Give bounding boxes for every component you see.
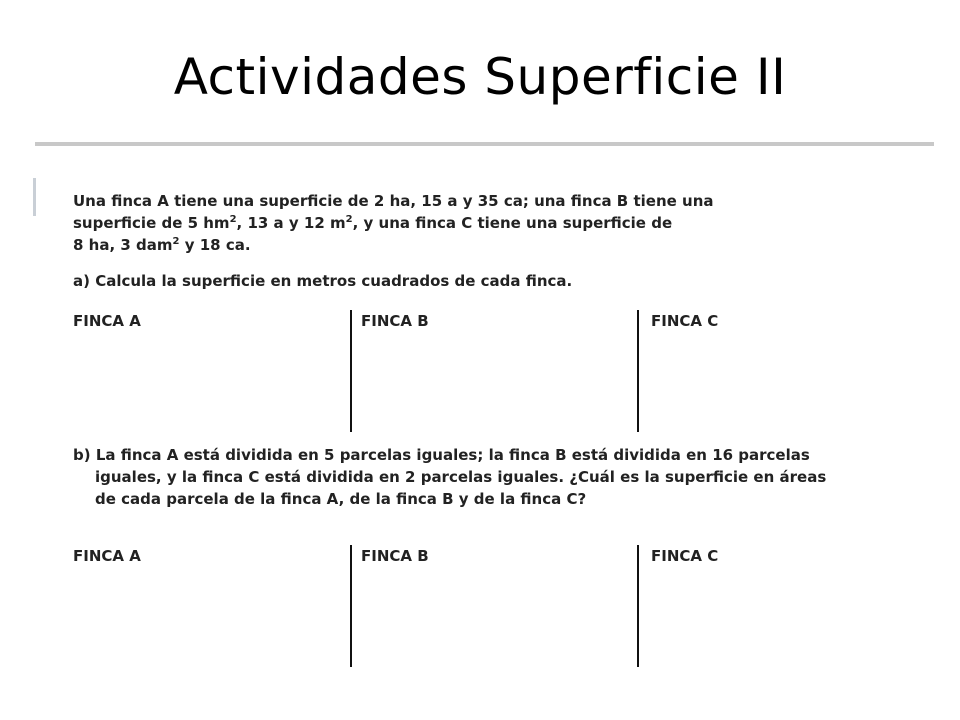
- problem-statement: [73, 190, 833, 256]
- finca-b-label: FINCA B: [361, 312, 429, 330]
- answer-grid-b: [73, 545, 833, 670]
- finca-a-label: FINCA A: [73, 312, 141, 330]
- question-b: [73, 444, 833, 510]
- column-divider: [637, 310, 639, 432]
- finca-c-label: FINCA C: [651, 547, 719, 565]
- intro-line-3: 8 ha, 3 dam$^2$ y 18 ca.: [73, 236, 251, 254]
- finca-b-label: FINCA B: [361, 547, 429, 565]
- intro-line-2: superficie de 5 $hm^2$, 13 a y 12 $m^2$, y una finca C tiene una superficie de: [73, 214, 673, 232]
- answer-grid-a: [73, 310, 833, 435]
- intro-line-1: Una finca A tiene una superficie de 2 ha, 15 a y 35 ca; una finca B tiene una: [73, 192, 714, 210]
- column-divider: [350, 545, 352, 667]
- page-title: Actividades Superficie II: [173, 48, 787, 106]
- column-divider: [637, 545, 639, 667]
- title-divider: [35, 142, 934, 146]
- question-a: a) Calcula la superficie en metros cuadrados de cada finca.: [73, 272, 573, 290]
- margin-mark: [33, 178, 36, 216]
- finca-a-label: FINCA A: [73, 547, 141, 565]
- question-b-text: b) La finca A está dividida en 5 parcelas iguales; la finca B está dividida en 16 parcelas iguales, y la finca C está dividida en 2 parcelas iguales. ¿Cuál es la superficie en áreas de cada parcela de la finca A, de la finca B y de la finca C?: [73, 446, 827, 508]
- finca-c-label: FINCA C: [651, 312, 719, 330]
- column-divider: [350, 310, 352, 432]
